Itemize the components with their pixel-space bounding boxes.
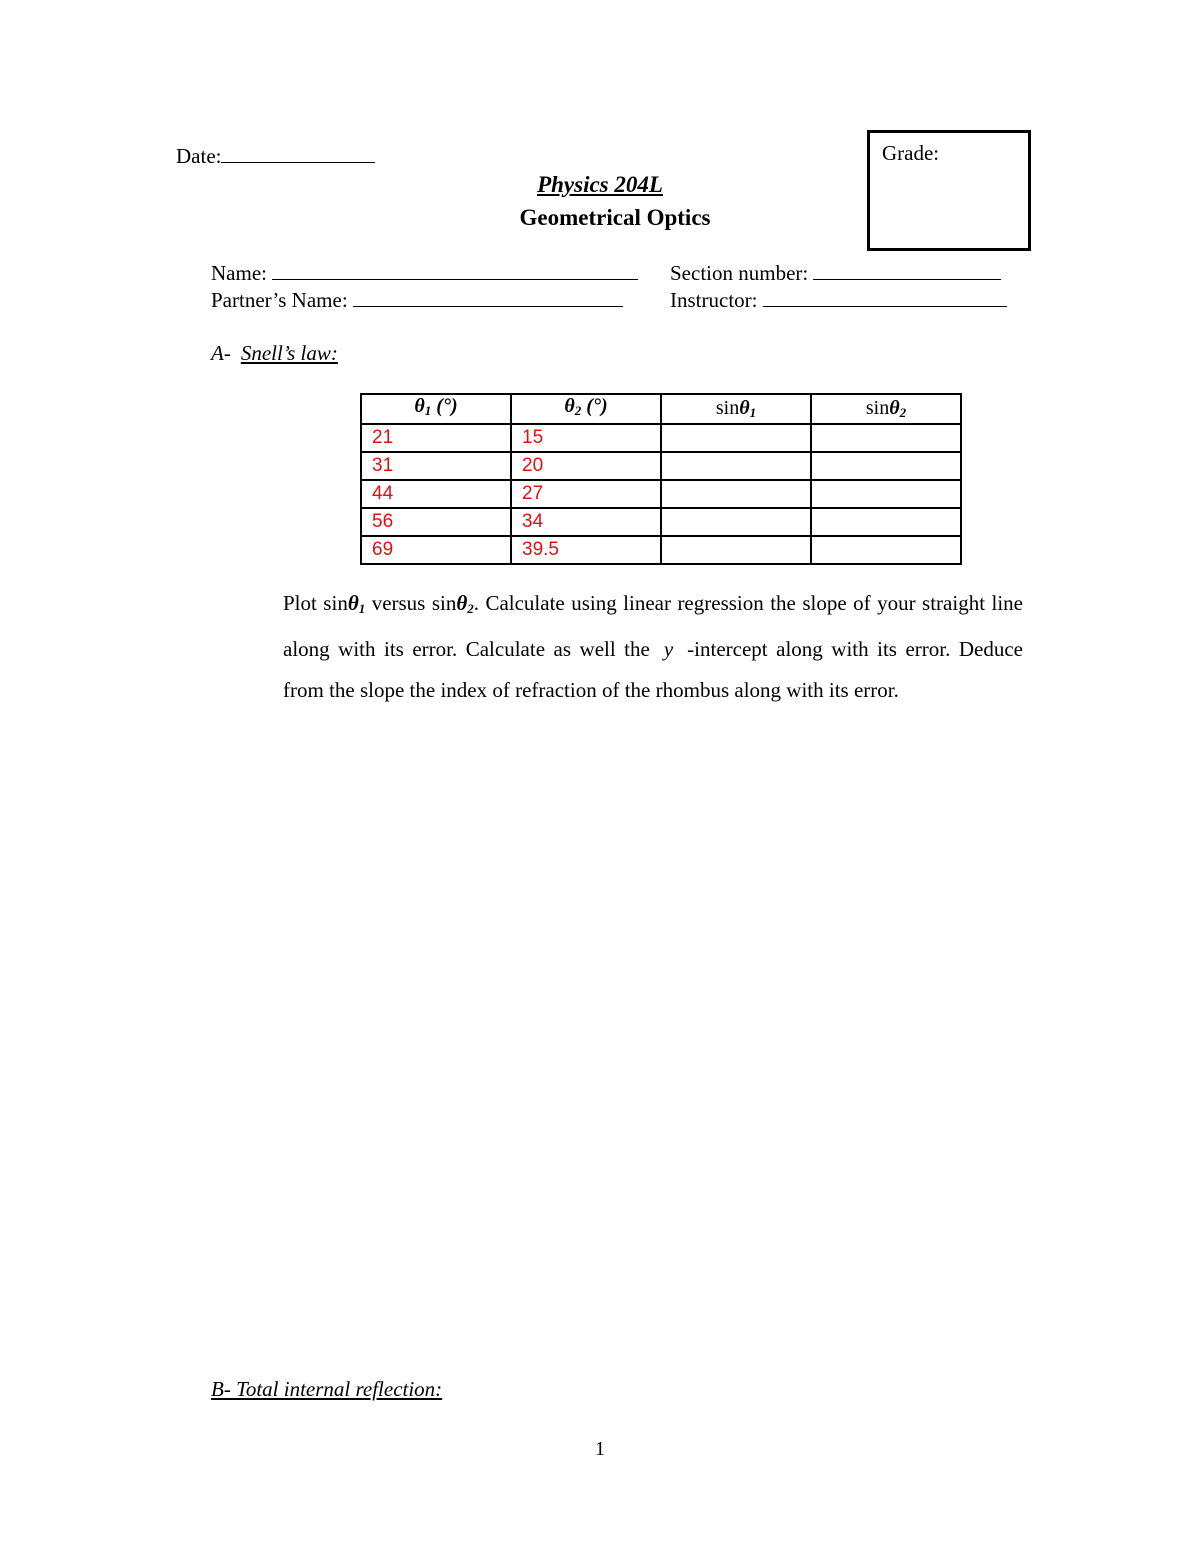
sin-theta2-cell[interactable] — [811, 480, 961, 508]
table-row — [361, 508, 961, 536]
partner-name-field — [211, 288, 623, 313]
theta2-cell: 27 — [511, 480, 661, 508]
sin-theta2-cell[interactable] — [811, 508, 961, 536]
sin-theta1-cell[interactable] — [661, 452, 811, 480]
sin-theta2-cell[interactable] — [811, 452, 961, 480]
sin-theta2-cell[interactable] — [811, 424, 961, 452]
partner-name-label: Partner’s Name: — [211, 288, 348, 312]
name-label: Name: — [211, 261, 267, 285]
document-title — [0, 172, 1200, 198]
name-blank[interactable] — [272, 279, 638, 280]
y-variable: y — [663, 637, 674, 661]
course-title: Physics 204L — [537, 172, 663, 197]
snells-law-table — [360, 393, 962, 565]
sin-theta1-cell[interactable] — [661, 424, 811, 452]
theta2-cell: 34 — [511, 508, 661, 536]
header-sin-theta2: sinθ$_2$ — [811, 394, 961, 424]
table-row — [361, 424, 961, 452]
document-subtitle: Geometrical Optics — [519, 205, 711, 230]
instructor-blank[interactable] — [763, 306, 1007, 307]
section-a-title: Snell’s law: — [240, 341, 338, 365]
section-a-heading — [211, 341, 338, 366]
theta1-cell: 69 — [361, 536, 511, 564]
theta1-cell: 44 — [361, 480, 511, 508]
date-label: Date: — [176, 144, 222, 168]
name-field — [211, 261, 638, 286]
sin-theta1-cell[interactable] — [661, 508, 811, 536]
grade-label: Grade: — [882, 141, 940, 165]
sin-theta1-cell[interactable] — [661, 480, 811, 508]
section-b-heading: B- Total internal reflection: — [211, 1377, 443, 1401]
header-sin-theta1: sinθ$_1$ — [661, 394, 811, 424]
theta2-cell: 20 — [511, 452, 661, 480]
section-number-field — [670, 261, 1001, 286]
section-a-prefix: A- — [211, 341, 231, 365]
instructions-paragraph: Plot sinθ$_1$ versus sinθ$_2$. Calculate using linear regression the slope of your straight line along with its error. Calculate as well the y -intercept along with its error. Deduce from the slope the index of refraction of the rhombus along with its error. — [283, 591, 1023, 702]
theta1-cell: 31 — [361, 452, 511, 480]
instructor-field — [670, 288, 1007, 313]
table-row — [361, 536, 961, 564]
table-row — [361, 452, 961, 480]
theta2-cell: 15 — [511, 424, 661, 452]
sin-theta1-cell[interactable] — [661, 536, 811, 564]
header-theta1: $\theta_1$ (°) — [361, 394, 511, 424]
partner-name-blank[interactable] — [353, 306, 623, 307]
section-number-blank[interactable] — [813, 279, 1001, 280]
table-header-row — [361, 394, 961, 424]
sin-theta2-cell[interactable] — [811, 536, 961, 564]
theta1-cell: 21 — [361, 424, 511, 452]
theta2-cell: 39.5 — [511, 536, 661, 564]
table-row — [361, 480, 961, 508]
header-theta2: $\theta_2$ (°) — [511, 394, 661, 424]
page-number: 1 — [595, 1438, 605, 1460]
date-blank[interactable] — [221, 162, 375, 163]
date-field — [176, 144, 375, 169]
section-number-label: Section number: — [670, 261, 809, 285]
theta1-cell: 56 — [361, 508, 511, 536]
instructor-label: Instructor: — [670, 288, 758, 312]
